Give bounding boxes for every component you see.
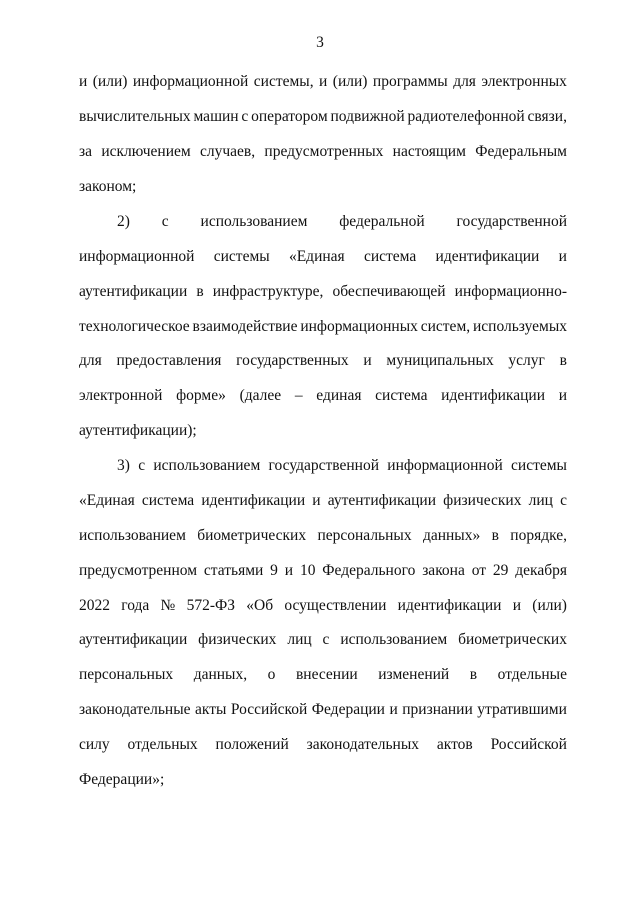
text-line: предусмотренном статьями 9 и 10 Федерального закона от 29 декабря: [79, 562, 567, 579]
text-line: вычислительных машин с оператором подвижной радиотелефонной связи,: [79, 108, 567, 125]
page-number: 3: [316, 34, 324, 51]
text-line: аутентификации физических лиц с использованием биометрических: [79, 631, 567, 648]
text-line: и (или) информационной системы, и (или) программы для электронных: [79, 73, 567, 90]
text-line: информационной системы «Единая система идентификации и: [79, 248, 567, 265]
text-line: аутентификации в инфраструктуре, обеспечивающей информационно-: [79, 283, 567, 300]
text-line: персональных данных, о внесении изменений в отдельные: [79, 666, 567, 683]
text-line: технологическое взаимодействие информационных систем, используемых: [79, 318, 567, 335]
text-line: законодательные акты Российской Федерации и признании утратившими: [79, 701, 567, 718]
text-line: Федерации»;: [79, 771, 165, 788]
text-line: законом;: [79, 178, 137, 195]
text-line: силу отдельных положений законодательных актов Российской: [79, 736, 567, 753]
text-line: 2022 года № 572-ФЗ «Об осуществлении идентификации и (или): [79, 597, 567, 614]
text-line: для предоставления государственных и муниципальных услуг в: [79, 352, 567, 369]
text-line: 2) с использованием федеральной государственной: [117, 213, 567, 230]
text-line: использованием биометрических персональных данных» в порядке,: [79, 527, 567, 544]
text-line: «Единая система идентификации и аутентификации физических лиц с: [79, 492, 567, 509]
text-line: электронной форме» (далее – единая система идентификации и: [79, 387, 567, 404]
text-line: 3) с использованием государственной информационной системы: [117, 457, 567, 474]
text-line: за исключением случаев, предусмотренных настоящим Федеральным: [79, 143, 567, 160]
text-line: аутентификации);: [79, 422, 197, 439]
